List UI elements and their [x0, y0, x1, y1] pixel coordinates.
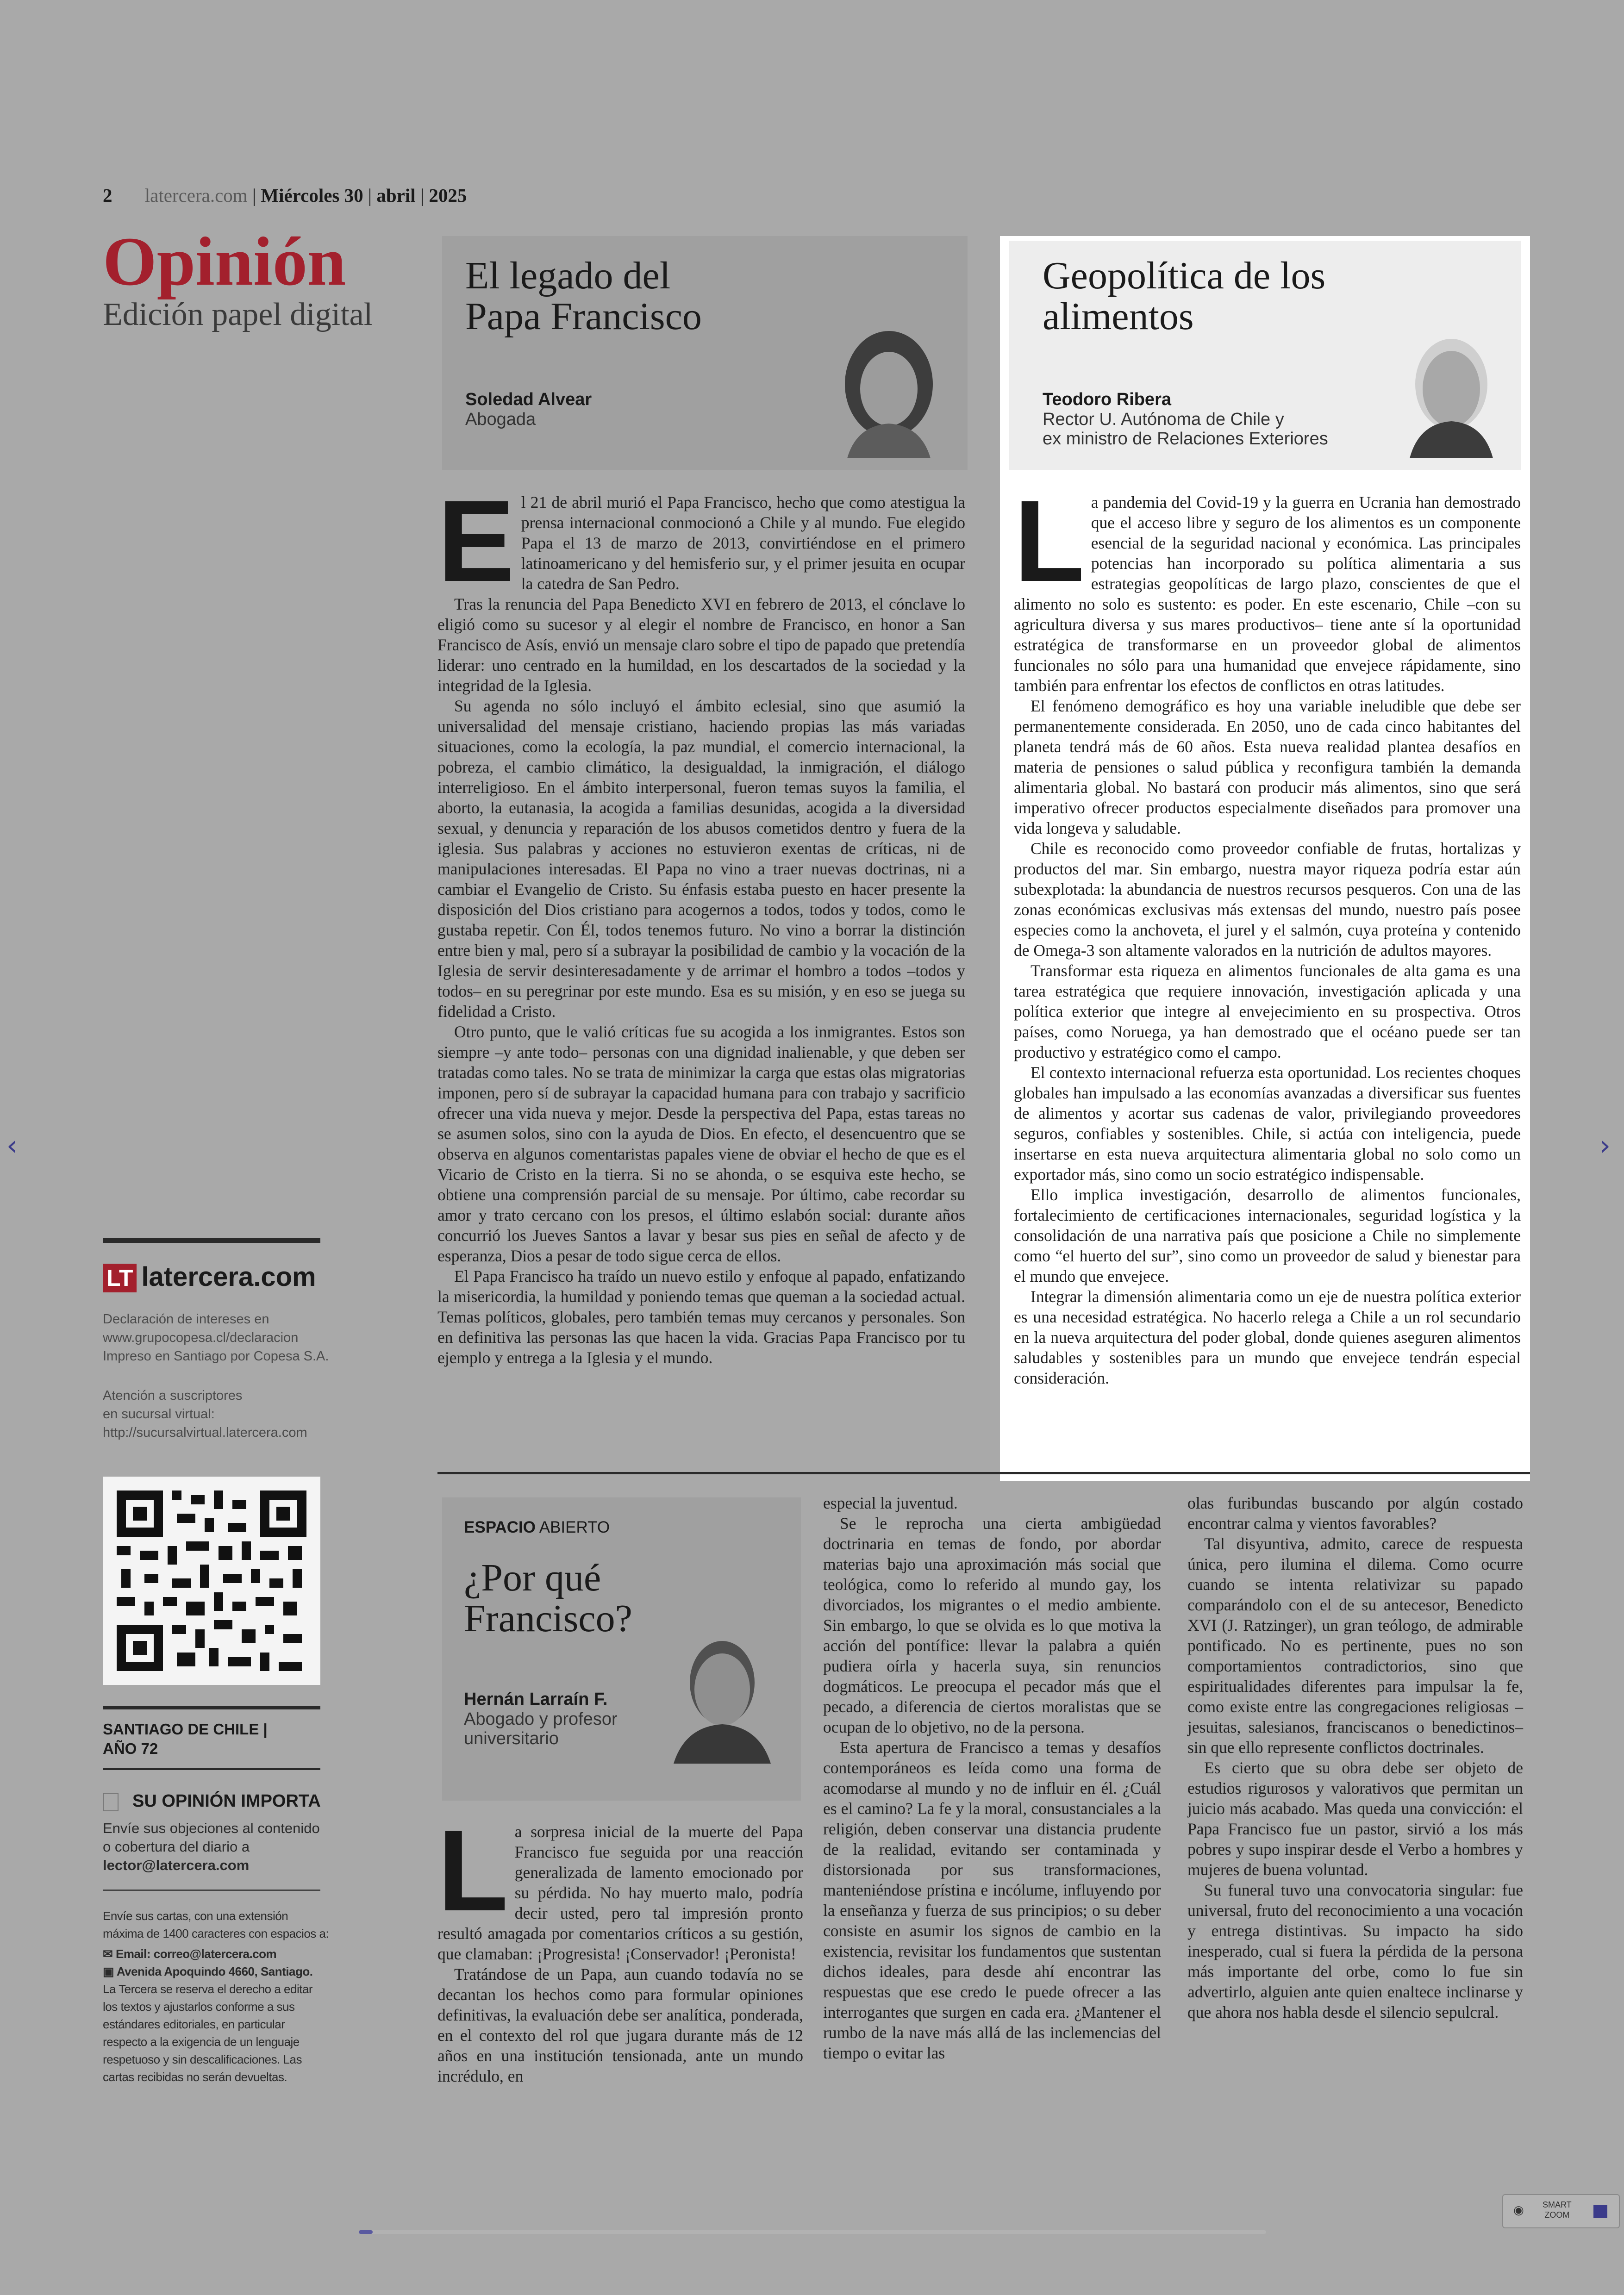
header-sep2: |: [420, 185, 425, 206]
zoom-toggle-icon: [1593, 2205, 1607, 2218]
subscribers-block: [103, 1386, 334, 1442]
article2-author: Teodoro Ribera: [1043, 390, 1171, 409]
page-header: [103, 184, 467, 206]
article3-author: Hernán Larraín F.: [464, 1690, 608, 1709]
brand-name: latercera.com: [141, 1262, 316, 1292]
article1-author: Soledad Alvear: [465, 390, 592, 409]
article1-author-photo: [829, 324, 949, 458]
sidebar-rule-letters: [103, 1890, 320, 1891]
article3-col2: [823, 1493, 1161, 2063]
article2-body: [1014, 476, 1521, 1388]
letters-email-row[interactable]: [103, 1945, 330, 1963]
article2-paragraph: El contexto internacional refuerza esta oportunidad. Los recientes choques globales han impulsado a las economías avanzadas a diversificar sus fuentes de alimentos y acortar sus cadenas de valor, privilegiando proveedores seguros, confiables y sostenibles. Chile, si actúa con inteligencia, puede insertarse en esta nueva arquitectura alimentaria global no solo como un exportador más, sino como un socio estratégico indispensable.: [1014, 1063, 1521, 1184]
article1-headline-l1: El legado del: [465, 254, 671, 297]
article3-kicker-bold: ESPACIO: [464, 1518, 536, 1536]
article2-paragraph: a pandemia del Covid-19 y la guerra en Ucrania han demostrado que el acceso libre y seguro de los alimentos es un componente esencial de la seguridad nacional y económica. Las principales potencias han incorporado su política alimentaria a sus estrategias geopolíticas de largo plazo, conscientes de que el alimento no solo es sustento: es poder. En este escenario, Chile –con su agricultura diversa y sus mares productivos– tiene ante sí la oportunidad estratégica de transformarse en un proveedor global de alimentos funcionales no sólo para una humanidad que envejece rápidamente, sino también para enfrentar los efectos de conflictos en otras latitudes.: [1014, 493, 1521, 695]
article2-role-l1: Rector U. Autónoma de Chile y: [1043, 410, 1284, 429]
site-name: latercera.com: [144, 185, 248, 206]
article3-paragraph: Su funeral tuvo una convocatoria singular: fue universal, fruto del reconocimiento a una vocación y entrega distintivas. Su impacto ha sido inesperado, cual si fuera la pérdida de la persona más importante del orbe, como lo fue sin advertirlo, alguien ante quien enaltece inclinarse y que ahora nos habla desde el silencio sepulcral.: [1187, 1881, 1523, 2021]
article2-dropcap: L: [1014, 476, 1085, 605]
article1-headline-l2: Papa Francisco: [465, 295, 702, 338]
chevron-left-icon: ‹: [6, 1129, 18, 1162]
header-month: abril: [376, 185, 416, 206]
header-date: Miércoles 30: [261, 185, 363, 206]
su-opinion-text: Envíe sus objeciones al contenido o cobertura del diario a: [103, 1820, 320, 1855]
article3-paragraph: Es cierto que su obra debe ser objeto de estudios rigurosos y valorativos que permitan un juicio más acabado. Mas queda una convicción: el Papa Francisco fue un pastor, sirvió a los más pobres y supo inspirar desde el Verbo a hombres y mujeres de buena voluntad.: [1187, 1759, 1523, 1879]
smart-zoom-l1: SMART: [1543, 2200, 1572, 2209]
article2-role: [1043, 410, 1328, 449]
article3-kicker-rest: ABIERTO: [539, 1518, 610, 1536]
subscribers-line: en sucursal virtual:: [103, 1407, 215, 1422]
qr-code: [103, 1477, 320, 1685]
article2-headline[interactable]: [1043, 256, 1325, 337]
article3-headline-l2: Francisco?: [464, 1597, 632, 1640]
article1-paragraph: Tras la renuncia del Papa Benedicto XVI en febrero de 2013, el cónclave lo eligió como su sucesor y al elegir el nombre de Francisco, en honor a San Francisco de Asís, envió un mensaje claro sobre el tipo de papado que pretendía liderar: uno centrado en la humildad, en los descartados de la sociedad y la integridad de la Iglesia.: [437, 595, 965, 695]
section-subtitle: Edición papel digital: [103, 297, 373, 332]
prev-page-button[interactable]: [6, 1129, 18, 1162]
article2-paragraph: El fenómeno demográfico es hoy una variable ineludible que debe ser permanentemente considerada. En 2050, uno de cada cinco habitantes del planeta tendrá más de 60 años. Esta nueva realidad plantea desafíos en materia de pensiones o salud pública y reconfigura también la demanda alimentaria global. No bastará con producir más alimentos, sino que será imperativo ofrecer productos especialmente diseñados para promover una vida longeva y saludable.: [1014, 697, 1521, 837]
smart-zoom-l2: ZOOM: [1544, 2210, 1570, 2220]
article3-headline-l1: ¿Por qué: [464, 1556, 601, 1599]
article2-paragraph: Ello implica investigación, desarrollo de alimentos funcionales, fortalecimiento de certificaciones internacionales, seguridad logística y la consolidación de una narrativa país que posicione a Chile no simplemente como “el huerto del sur”, sino como un proveedor de salud y bienestar para el mundo que envejece.: [1014, 1185, 1521, 1285]
next-page-button[interactable]: [1599, 1129, 1611, 1162]
article3-paragraph: Tal disyuntiva, admito, carece de respuesta única, pero ilumina el dilema. Como ocurre cuando se intenta relativizar su papado comparándolo con el de su antecesor, Benedicto XVI (J. Ratzinger), un gran teólogo, de admirable pontificado. No es pertinente, pues no son comportamientos contradictorios, sino que espiritualidades diferentes para impulsar la fe, como existe entre las congregaciones religiosas –jesuitas, salesianos, franciscanos o benedictinos– sin que ello represente conflictos doctrinales.: [1187, 1534, 1523, 1757]
article2-paragraph: Chile es reconocido como proveedor confiable de frutas, hortalizas y productos del mar. Sin embargo, nuestra mayor riqueza podría estar aún subexplotada: la abundancia de nuestros recursos pesqueros. Con una de las zonas económicas exclusivas más extensas del mundo, nuestro país posee especies como la anchoveta, el jurel y el salmón, cuya proteína y contenido de Omega-3 son altamente valorados en la nutrición de adultos mayores.: [1014, 839, 1521, 960]
city-year: [103, 1720, 268, 1759]
sidebar-rule-top: [103, 1238, 320, 1243]
article3-headline[interactable]: [464, 1558, 632, 1639]
su-opinion-title: [103, 1791, 321, 1811]
su-opinion-email[interactable]: lector@latercera.com: [103, 1857, 250, 1873]
smart-zoom-button[interactable]: [1502, 2194, 1620, 2228]
disclosure-link[interactable]: www.grupocopesa.cl/declaracion: [103, 1330, 299, 1345]
page-number: 2: [103, 185, 112, 206]
article3-kicker: [464, 1518, 610, 1537]
author-portrait-icon: [829, 324, 949, 458]
header-year: 2025: [429, 185, 467, 206]
chevron-right-icon: ›: [1599, 1129, 1611, 1162]
header-sep: |: [252, 185, 261, 206]
brand-logo[interactable]: [103, 1261, 316, 1292]
year-label: AÑO 72: [103, 1740, 158, 1757]
section-divider: [437, 1472, 1530, 1474]
page-scrollbar[interactable]: [359, 2230, 1266, 2234]
article1-paragraph: El Papa Francisco ha traído un nuevo estilo y enfoque al papado, enfatizando la misericordia, la humildad y poniendo temas que queman a la sociedad actual. Temas políticos, globales, pero también temas muy cercanos y personales. Son en definitiva las personas las que hacen la vida. Gracias Papa Francisco por tu ejemplo y entrega a la Iglesia y el mundo.: [437, 1267, 965, 1367]
article1-body: [437, 476, 965, 1368]
article1-role: Abogada: [465, 410, 536, 429]
brand-mark: LT: [103, 1264, 137, 1292]
article2-paragraph: Transformar esta riqueza en alimentos funcionales de alta gama es una tarea estratégica que requiere innovación, investigación aplicada y una política exterior que integre al envejecimiento en su prospectiva. Otros países, como Noruega, ya han demostrado que el océano puede ser tan productivo y estratégico como el campo.: [1014, 961, 1521, 1061]
article3-paragraph: especial la juventud.: [823, 1494, 958, 1512]
city-label: SANTIAGO DE CHILE |: [103, 1721, 268, 1738]
article3-author-photo: [664, 1629, 780, 1764]
disclosure-line: Declaración de intereses en: [103, 1312, 269, 1327]
disclosure-line: Impreso en Santiago por Copesa S.A.: [103, 1349, 329, 1364]
page-scrollbar-thumb[interactable]: [359, 2230, 373, 2234]
article3-paragraph: Tratándose de un Papa, aun cuando todavía no se decantan los hechos como para formular opiniones definitivas, la evaluación debe ser analítica, ponderada, en el contexto del rol que jugara durante más de 12 años en una institución tensionada, ante un mundo incrédulo, en: [437, 1965, 803, 2085]
disclosure-block: [103, 1310, 334, 1366]
article3-paragraph: a sorpresa inicial de la muerte del Papa Francisco fue seguida por una reacción generalizada de lamento emocionado por su pérdida. No hay muerto malo, podría decir usted, pero tal impresión pronto resultó amagada por comentarios críticos a su gestión, que clamaban: ¡Progresista! ¡Conservador! ¡Peronista!: [437, 1822, 803, 1963]
letters-email: Email: correo@latercera.com: [116, 1947, 277, 1961]
article2-author-photo: [1398, 324, 1505, 458]
article3-role-l2: universitario: [464, 1729, 559, 1748]
article2-headline-l1: Geopolítica de los: [1043, 254, 1326, 297]
mail-icon: ✉: [103, 1947, 116, 1961]
article1-paragraph: l 21 de abril murió el Papa Francisco, hecho que como atestigua la prensa internacional conmocionó a Chile y al mundo. Fue elegido Papa el 13 de marzo de 2013, convirtiéndose en el primero latinoamericano y del hemisferio sur, y el primer jesuita en ocupar la catedra de San Pedro.: [521, 493, 965, 593]
author-portrait-icon: [664, 1629, 780, 1764]
sidebar-rule-low: [103, 1768, 320, 1770]
article1-dropcap: E: [437, 476, 515, 605]
article3-paragraph: olas furibundas buscando por algún costado encontrar calma y vientos favorables?: [1187, 1494, 1523, 1533]
document-icon: [103, 1793, 119, 1811]
su-opinion-title-text: SU OPINIÓN IMPORTA: [132, 1791, 321, 1811]
header-sep1: |: [368, 185, 372, 206]
letters-intro: Envíe sus cartas, con una extensión máxima de 1400 caracteres con espacios a:: [103, 1909, 329, 1940]
article3-role-l1: Abogado y profesor: [464, 1709, 618, 1729]
section-title: Opinión: [103, 223, 346, 300]
letters-block: [103, 1898, 330, 2086]
subscribers-line: Atención a suscriptores: [103, 1388, 243, 1403]
article1-paragraph: Su agenda no sólo incluyó el ámbito eclesial, sino que asumió la universalidad del mensaje cristiano, haciendo propias las más variadas situaciones, como la ecología, la paz mundial, el comercio internacional, la pobreza, el cambio climático, la desigualdad, la inmigración, el diálogo interreligioso. En el ámbito interpersonal, fueron temas suyos la familia, el aborto, la eutanasia, la acogida a familias desunidas, acogida a la diversidad sexual, y denuncia y reparación de los abusos cometidos dentro y fuera de la iglesia. Sus palabras y acciones no estuvieron exentas de críticas, ni de manipulaciones interesadas. El Papa no vino a traer nuevas doctrinas, ni a cambiar el Evangelio de Cristo. Su énfasis estaba puesto en hacer presente la disposición del Dios cristiano para acogernos a todos, todos y todos, como le gustaba repetir. Con Él, todos tenemos futuro. No vino a borrar la distinción entre bien y mal, pero sí a subrayar la posibilidad de cambio y la vocación de la Iglesia de servir desinteresadamente y de arrimar el hombro a todos –todos y todos– en su peregrinar por este mundo. Esa es su misión, y en eso se juega su fidelidad a Cristo.: [437, 697, 965, 1021]
letters-address: Avenida Apoquindo 4660, Santiago.: [116, 1964, 313, 1978]
article3-paragraph: Se le reprocha una cierta ambigüedad doctrinaria en temas de fondo, por abordar materias bajo una aproximación más social que teológica, como lo referido al mundo gay, los divorciados, los migrantes o el medio ambiente. Sin embargo, lo que se olvida es lo que motiva la acción del pontífice: llevar la palabra a quién pudiera oírla y hacerla suya, sin renuncios dogmáticos. Le preocupa el pecador más que el pecado, a diferencia de ciertos moralistas que se ocupan de lo objetivo, no de la persona.: [823, 1514, 1161, 1736]
article2-headline-l2: alimentos: [1043, 295, 1194, 338]
eye-icon: ◉: [1513, 2203, 1524, 2217]
article2-role-l2: ex ministro de Relaciones Exteriores: [1043, 429, 1328, 449]
article2-paragraph: Integrar la dimensión alimentaria como un eje de nuestra política exterior es una necesidad estratégica. No hacerlo relega a Chile a un rol secundario en la nueva arquitectura del poder global, donde quienes aseguren alimentos saludables y sostenibles para un mundo que envejece tendrán especial consideración.: [1014, 1287, 1521, 1387]
qr-code-graphic: [103, 1477, 320, 1685]
smart-zoom-label: [1543, 2200, 1572, 2220]
subscribers-link[interactable]: http://sucursalvirtual.latercera.com: [103, 1425, 307, 1440]
building-icon: ▣: [103, 1964, 117, 1978]
sidebar-rule-mid: [103, 1706, 320, 1709]
article3-role: [464, 1709, 618, 1748]
article1-headline[interactable]: [465, 256, 702, 337]
su-opinion-body: [103, 1819, 325, 1875]
article3-col3: [1187, 1493, 1523, 2022]
article3-dropcap: L: [437, 1806, 508, 1935]
letters-note: La Tercera se reserva el derecho a editar los textos y ajustarlos conforme a sus estándares editoriales, en particular respecto a la exigencia de un lenguaje respetuoso y sin descalificaciones. Las cartas recibidas no serán devueltas.: [103, 1982, 313, 2084]
article3-paragraph: Esta apertura de Francisco a temas y desafíos contemporáneos es leída como una forma de acomodarse al mundo y no de influir en él. ¿Cuál es el camino? La fe y la moral, consustanciales a la religión, deben conservar una distancia prudente de la realidad, evitando ser contaminada y distorsionada por sus transformaciones, manteniéndose prístina e incólume, influyendo por la enseñanza y fuerza de sus principios; o su deber consiste en asumir los signos de cambio en la existencia, revisitar los fundamentos que sustentan dichos ideales, para desde ahí encontrar las respuestas que ese credo le puede ofrecer a las interrogantes que surgen en cada era. ¿Mantener el rumbo de la nave más allá de las inclemencias del tiempo o evitar las: [823, 1738, 1161, 2062]
author-portrait-icon: [1398, 324, 1505, 458]
article1-paragraph: Otro punto, que le valió críticas fue su acogida a los inmigrantes. Estos son siempre –y ante todo– personas con una dignidad inalienable, y que deben ser tratadas como tales. No se trata de minimizar la carga que estas olas migratorias imponen, pero sí de subrayar la capacidad humana para con trabajo y sacrificio ofrecer una vida nueva y mejor. Desde la perspectiva del Papa, estas tareas no se asumen solos, sino con la ayuda de Dios. En efecto, el desencuentro que se observa en algunos comentaristas papales viene de obviar el hecho de que es el Vicario de Cristo en la tierra. Si no se ahonda, o se esquiva este hecho, se obtiene una comprensión parcial de su mensaje. Por último, cabe recordar su amor y trato cercano con los presos, el último eslabón social: durante años concurrió los Jueves Santos a lavar y besar sus pies en señal de afecto y de esperanza, Dios a pesar de todo sigue cerca de ellos.: [437, 1023, 965, 1265]
letters-address-row: [103, 1963, 330, 1980]
article3-col1: [437, 1806, 803, 2086]
